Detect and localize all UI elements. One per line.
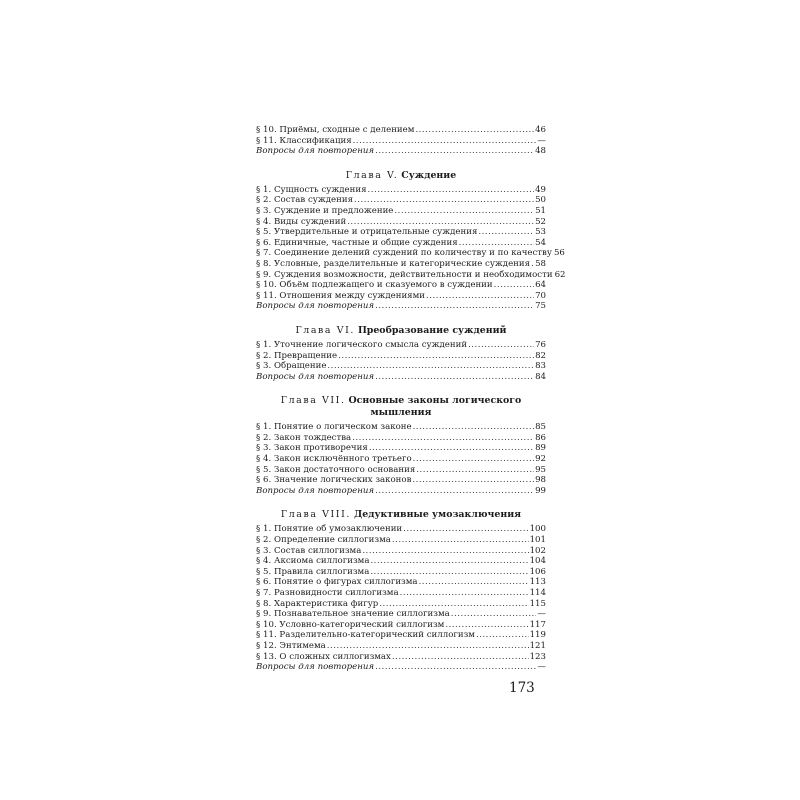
entry-title: § 8. Условные, разделительные и категорические суждения	[256, 258, 531, 269]
chapter-label: Глава VIII.	[280, 509, 351, 521]
entry-title: § 9. Суждения возможности, действительности и необходимости	[256, 269, 553, 280]
dot-leader	[403, 524, 528, 535]
entry-title: § 13. О сложных силлогизмах	[256, 651, 391, 662]
review-questions-entry	[256, 662, 546, 673]
entry-page-number: 48	[535, 146, 546, 157]
entry-page-number: 84	[535, 371, 546, 382]
toc-entry	[256, 433, 546, 444]
dot-leader	[392, 535, 529, 546]
dot-leader	[494, 280, 534, 291]
entry-title: § 5. Утвердительные и отрицательные суждения	[256, 227, 478, 238]
review-questions-entry	[256, 301, 546, 312]
entry-title: § 3. Обращение	[256, 361, 327, 372]
toc-entry	[256, 136, 546, 147]
toc-entry	[256, 641, 546, 652]
chapter-label: Глава VII.	[280, 395, 346, 407]
dot-leader	[416, 465, 534, 476]
dot-leader	[347, 217, 534, 228]
entry-title: § 1. Понятие о логическом законе	[256, 422, 412, 433]
entry-page-number: 100	[529, 524, 546, 535]
entry-title: § 7. Соединение делений суждений по количеству и по качеству	[256, 248, 552, 259]
toc-entry	[256, 475, 546, 486]
entry-title: § 11. Разделительно-категорический силлогизм	[256, 630, 475, 641]
toc-entry	[256, 443, 546, 454]
toc-entry	[256, 217, 546, 228]
entry-title: § 2. Превращение	[256, 350, 338, 361]
toc-entry	[256, 291, 546, 302]
entry-page-number: 54	[535, 237, 546, 248]
entry-page-number: 46	[535, 125, 546, 135]
dot-leader	[370, 567, 528, 578]
dot-leader	[451, 609, 537, 620]
entry-title: Вопросы для повторения	[256, 662, 375, 673]
review-questions-entry	[256, 486, 546, 497]
dot-leader	[445, 620, 528, 631]
chapter-title: Дедуктивные умозаключения	[353, 509, 522, 521]
entry-page-number: 101	[529, 535, 546, 546]
entry-page-number: 86	[535, 432, 546, 443]
dot-leader	[400, 588, 529, 599]
entry-page-number: 82	[535, 350, 546, 361]
chapter-title: Основные законы логического мышления	[348, 395, 522, 419]
entry-title: § 4. Виды суждений	[256, 216, 347, 227]
entry-title: § 10. Объём подлежащего и сказуемого в суждении	[256, 280, 493, 291]
entry-page-number: 95	[535, 464, 546, 475]
chapter-heading	[256, 395, 546, 419]
entry-title: § 3. Суждение и предложение	[256, 205, 394, 216]
dot-leader	[478, 227, 534, 238]
entry-page-number: 52	[535, 216, 546, 227]
toc-entry	[256, 465, 546, 476]
entry-title: § 1. Понятие об умозаключении	[256, 524, 403, 535]
entry-title: § 5. Правила силлогизма	[256, 566, 370, 577]
dot-leader	[379, 599, 528, 610]
entry-title: § 11. Отношения между суждениями	[256, 290, 426, 301]
toc-entry	[256, 524, 546, 535]
entry-page-number: 123	[529, 651, 546, 662]
toc-entry	[256, 269, 566, 281]
toc-entry	[256, 454, 546, 465]
entry-page-number: 85	[535, 422, 546, 433]
dot-leader	[327, 361, 534, 372]
toc-entry	[256, 630, 546, 641]
dot-leader	[338, 351, 534, 362]
entry-page-number: 89	[535, 443, 546, 454]
dot-leader	[375, 146, 534, 157]
chapter-label: Глава V.	[345, 169, 399, 181]
dot-leader	[394, 206, 534, 217]
entry-title: Вопросы для повторения	[256, 371, 375, 382]
entry-title: Вопросы для повторения	[256, 146, 375, 157]
chapter-heading	[256, 509, 546, 521]
dot-leader	[412, 475, 534, 486]
entry-page-number: —	[537, 609, 546, 620]
dot-leader	[353, 136, 537, 147]
entry-page-number: 70	[535, 290, 546, 301]
dot-leader	[413, 422, 535, 433]
dot-leader	[419, 577, 529, 588]
entry-page-number: 98	[535, 475, 546, 486]
entry-title: § 6. Понятие о фигурах силлогизма	[256, 577, 418, 588]
dot-leader	[354, 195, 534, 206]
dot-leader	[368, 185, 535, 196]
entry-page-number: 114	[529, 588, 546, 598]
toc-entry	[256, 227, 546, 238]
toc-entry	[256, 361, 546, 372]
entry-page-number: —	[537, 662, 546, 673]
entry-page-number: 99	[535, 485, 546, 496]
entry-page-number: 53	[535, 227, 546, 238]
toc-entry	[256, 609, 546, 620]
dot-leader	[413, 454, 534, 465]
entry-page-number: 83	[535, 361, 546, 372]
entry-title: § 2. Состав суждения	[256, 195, 353, 206]
entry-title: § 10. Условно-категорический силлогизм	[256, 619, 445, 630]
dot-leader	[352, 433, 534, 444]
toc-entry	[256, 422, 546, 433]
entry-page-number: 113	[529, 577, 546, 588]
entry-page-number: 56	[553, 248, 565, 259]
toc-entry	[256, 259, 546, 270]
toc-entry	[256, 280, 546, 291]
dot-leader	[375, 372, 534, 383]
entry-title: § 1. Уточнение логического смысла суждений	[256, 339, 468, 350]
toc-entry	[256, 556, 546, 567]
toc-entry	[256, 567, 546, 578]
toc-entry	[256, 588, 546, 599]
entry-title: § 4. Закон исключённого третьего	[256, 454, 412, 465]
chapter-label: Глава VI.	[295, 324, 355, 336]
entry-page-number: 115	[529, 598, 546, 609]
toc-entry	[256, 206, 546, 217]
entry-title: § 7. Разновидности силлогизма	[256, 588, 399, 598]
review-questions-entry	[256, 372, 546, 383]
dot-leader	[369, 443, 534, 454]
entry-title: § 3. Закон противоречия	[256, 443, 368, 454]
entry-title: § 3. Состав силлогизма	[256, 545, 362, 556]
toc-entry	[256, 577, 546, 588]
entry-title: § 5. Закон достаточного основания	[256, 464, 416, 475]
entry-title: § 2. Закон тождества	[256, 432, 352, 443]
toc-entry	[256, 248, 565, 259]
chapter-heading	[256, 325, 546, 337]
entry-page-number: 62	[554, 269, 566, 280]
entry-title: § 9. Познавательное значение силлогизма	[256, 609, 450, 620]
entry-title: § 6. Единичные, частные и общие суждения	[256, 237, 458, 248]
entry-page-number: 51	[535, 205, 546, 216]
dot-leader	[476, 630, 529, 641]
entry-page-number: 92	[535, 454, 546, 465]
dot-leader	[415, 125, 534, 136]
toc-entry	[256, 351, 546, 362]
entry-page-number: 104	[529, 556, 546, 567]
entry-page-number: 76	[535, 339, 546, 350]
entry-page-number: 58	[535, 258, 546, 269]
entry-title: § 6. Значение логических законов	[256, 475, 412, 486]
toc-entry	[256, 620, 546, 631]
dot-leader	[375, 662, 536, 673]
entry-title: Вопросы для повторения	[256, 301, 375, 312]
review-questions-entry	[256, 146, 546, 157]
chapter-heading	[256, 170, 546, 182]
dot-leader	[426, 291, 534, 302]
entry-title: § 12. Энтимема	[256, 640, 326, 651]
page-number: 173	[509, 680, 535, 696]
dot-leader	[375, 486, 534, 497]
toc-entry	[256, 546, 546, 557]
dot-leader	[531, 259, 534, 270]
entry-title: § 4. Аксиома силлогизма	[256, 556, 370, 567]
dot-leader	[468, 340, 534, 351]
entry-title: § 11. Классификация	[256, 135, 352, 146]
dot-leader	[327, 641, 529, 652]
entry-page-number: —	[537, 135, 546, 146]
dot-leader	[362, 546, 528, 557]
entry-page-number: 102	[529, 545, 546, 556]
entry-title: Вопросы для повторения	[256, 485, 375, 496]
dot-leader	[375, 301, 534, 312]
table-of-contents	[256, 125, 566, 673]
entry-page-number: 49	[535, 184, 546, 195]
dot-leader	[370, 556, 528, 567]
entry-page-number: 121	[529, 640, 546, 651]
entry-title: § 10. Приёмы, сходные с делением	[256, 125, 415, 135]
dot-leader	[392, 652, 529, 663]
toc-entry	[256, 238, 546, 249]
entry-page-number: 64	[535, 280, 546, 291]
toc-entry	[256, 185, 546, 196]
entry-page-number: 75	[535, 301, 546, 312]
toc-entry	[256, 599, 546, 610]
entry-title: § 1. Сущность суждения	[256, 184, 367, 195]
chapter-title: Преобразование суждений	[357, 324, 507, 336]
dot-leader	[459, 238, 534, 249]
entry-page-number: 50	[535, 195, 546, 206]
toc-entry	[256, 195, 546, 206]
toc-entry	[256, 652, 546, 663]
entry-page-number: 117	[529, 619, 546, 630]
toc-entry	[256, 535, 546, 546]
chapter-title: Суждение	[401, 169, 457, 181]
entry-page-number: 119	[529, 630, 546, 641]
toc-entry	[256, 125, 546, 136]
entry-title: § 2. Определение силлогизма	[256, 535, 391, 546]
entry-title: § 8. Характеристика фигур	[256, 598, 379, 609]
entry-page-number: 106	[529, 566, 546, 577]
toc-entry	[256, 340, 546, 351]
